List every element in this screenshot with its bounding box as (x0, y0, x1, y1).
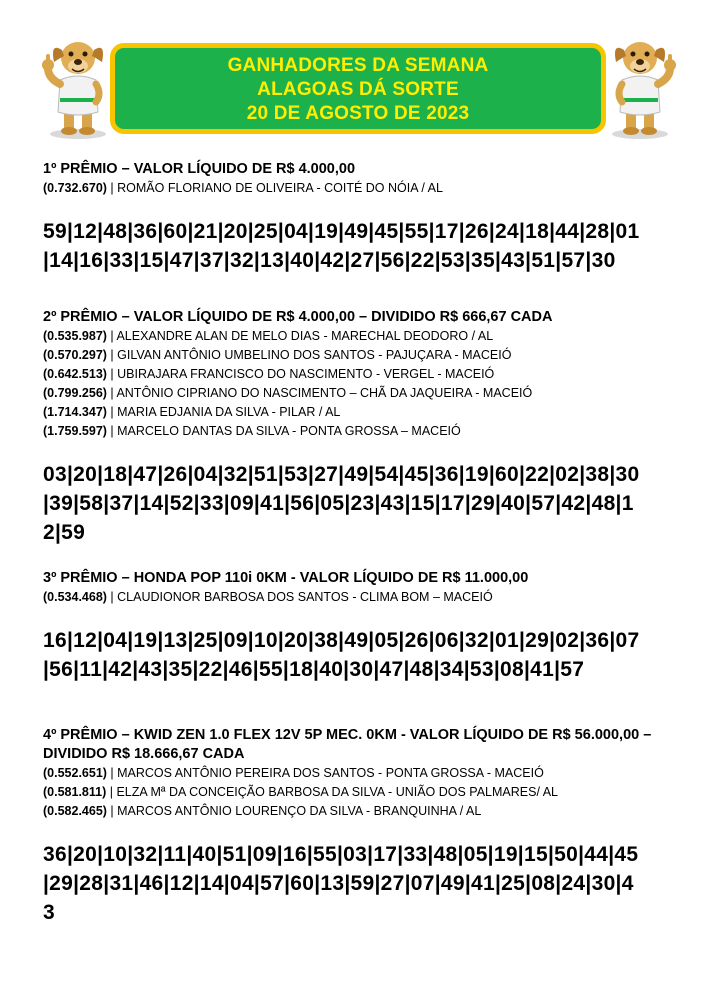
drawn-numbers: 36|20|10|32|11|40|51|09|16|55|03|17|33|48|05|19|15|50|44|45|29|28|31|46|12|14|04|57|60|13|59|27|07|49|41|25|08|24|30|43 (43, 843, 639, 924)
prize-title: 4º PRÊMIO – KWID ZEN 1.0 FLEX 12V 5P MEC. 0KM - VALOR LÍQUIDO DE R$ 56.000,00 – DIVIDIDO R$ 18.666,67 CADA (43, 727, 652, 762)
winner-line (43, 179, 673, 198)
winner-line (43, 346, 673, 365)
winner-name: | ELZA Mª DA CONCEIÇÃO BARBOSA DA SILVA - UNIÃO DOS PALMARES/ AL (106, 785, 559, 799)
ticket-code: (0.534.468) (43, 590, 107, 604)
ticket-code: (1.714.347) (43, 405, 107, 419)
winner-name: | UBIRAJARA FRANCISCO DO NASCIMENTO - VERGEL - MACEIÓ (106, 367, 495, 381)
prize-section-4 (43, 726, 673, 927)
winner-name: | GILVAN ANTÔNIO UMBELINO DOS SANTOS - PAJUÇARA - MACEIÓ (106, 348, 512, 362)
ticket-code: (0.799.256) (43, 386, 107, 400)
prize-section-3 (43, 569, 673, 684)
ticket-code: (0.570.297) (43, 348, 107, 362)
drawn-numbers: 59|12|48|36|60|21|20|25|04|19|49|45|55|17|26|24|18|44|28|01|14|16|33|15|47|37|32|13|40|42|27|56|22|53|35|43|51|57|30 (43, 220, 640, 272)
winner-line (43, 422, 673, 441)
winner-name: | ALEXANDRE ALAN DE MELO DIAS - MARECHAL DEODORO / AL (106, 329, 494, 343)
dog-mascot-thumbs-up-icon (38, 28, 118, 140)
drawn-numbers: 16|12|04|19|13|25|09|10|20|38|49|05|26|06|32|01|29|02|36|07|56|11|42|43|35|22|46|55|18|40|30|47|48|34|53|08|41|57 (43, 629, 640, 681)
banner-date: 20 DE AGOSTO DE 2023 (246, 103, 470, 124)
prize-title: 3º PRÊMIO – HONDA POP 110i 0KM - VALOR LÍQUIDO DE R$ 11.000,00 (43, 570, 529, 586)
ticket-code: (0.535.987) (43, 329, 107, 343)
winner-name: | MARIA EDJANIA DA SILVA - PILAR / AL (106, 405, 341, 419)
ticket-code: (0.552.651) (43, 766, 107, 780)
winner-name: | ANTÔNIO CIPRIANO DO NASCIMENTO – CHÃ DA JAQUEIRA - MACEIÓ (106, 386, 533, 400)
winner-line (43, 588, 673, 607)
winner-line (43, 783, 673, 802)
dog-mascot-thumbs-up-icon (600, 28, 680, 140)
winner-line (43, 764, 673, 783)
header (0, 0, 707, 150)
winner-line (43, 403, 673, 422)
results-content (43, 160, 673, 927)
title-banner (110, 43, 606, 134)
prize-title: 1º PRÊMIO – VALOR LÍQUIDO DE R$ 4.000,00 (43, 161, 356, 177)
winner-line (43, 327, 673, 346)
prize-title: 2º PRÊMIO – VALOR LÍQUIDO DE R$ 4.000,00 – DIVIDIDO R$ 666,67 CADA (43, 309, 553, 325)
banner-subtitle: ALAGOAS DÁ SORTE (257, 79, 459, 100)
ticket-code: (0.732.670) (43, 181, 107, 195)
prize-section-2 (43, 308, 673, 547)
winner-line (43, 384, 673, 403)
ticket-code: (1.759.597) (43, 424, 107, 438)
winner-line (43, 802, 673, 821)
ticket-code: (0.642.513) (43, 367, 107, 381)
winner-name: | MARCELO DANTAS DA SILVA - PONTA GROSSA – MACEIÓ (106, 424, 461, 438)
ticket-code: (0.582.465) (43, 804, 107, 818)
banner-title: GANHADORES DA SEMANA (227, 55, 489, 76)
winner-line (43, 365, 673, 384)
winner-name: | MARCOS ANTÔNIO PEREIRA DOS SANTOS - PONTA GROSSA - MACEIÓ (106, 766, 544, 780)
prize-section-1 (43, 160, 673, 275)
winner-name: | MARCOS ANTÔNIO LOURENÇO DA SILVA - BRANQUINHA / AL (106, 804, 482, 818)
winner-name: | CLAUDIONOR BARBOSA DOS SANTOS - CLIMA BOM – MACEIÓ (106, 590, 493, 604)
drawn-numbers: 03|20|18|47|26|04|32|51|53|27|49|54|45|36|19|60|22|02|38|30|39|58|37|14|52|33|09|41|56|05|23|43|15|17|29|40|57|42|48|12|59 (43, 463, 640, 544)
ticket-code: (0.581.811) (43, 785, 107, 799)
winner-name: | ROMÃO FLORIANO DE OLIVEIRA - COITÉ DO NÓIA / AL (106, 181, 443, 195)
